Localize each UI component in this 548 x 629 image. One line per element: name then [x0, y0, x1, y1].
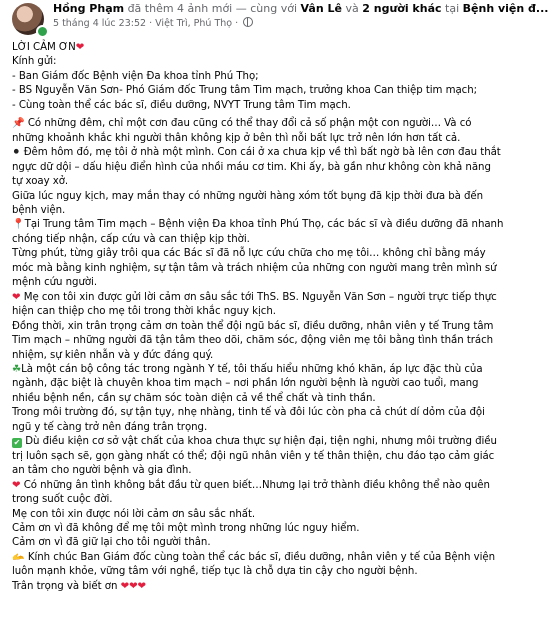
paragraph-2: ⚫ Đêm hôm đó, mẹ tôi ở nhà một mình. Con cái ở xa chưa kịp về thì bất ngờ bà lên cơn đau thắt ngực dữ dội – dấu hiệu điển hình của nhồi máu cơ tim. Khi ấy, bà gần như không còn khả năng tự xoay xở.	[12, 147, 501, 188]
paragraph-10: ✔ Dù điều kiện cơ sở vật chất của khoa chưa thực sự hiện đại, tiện nghi, nhưng môi trường điều trị luôn sạch sẽ, gọn gàng nhất có thể; đội ngũ nhân viên y tế thân thiện, chu đáo tạo cảm giác an tâm cho người bệnh và gia đình.	[12, 436, 497, 477]
post-header-line	[53, 2, 548, 16]
globe-icon	[243, 17, 253, 27]
tagged-person[interactable]: Vân Lê	[300, 2, 342, 15]
heart-icons: ❤❤❤	[120, 580, 147, 592]
recipient-3: - Cùng toàn thể các bác sĩ, điều dưỡng, NVYT Trung tâm Tim mạch.	[12, 99, 351, 111]
checkin-place[interactable]: Bệnh viện đ...	[462, 2, 548, 15]
paragraph-1: 📌 Có những đêm, chỉ một cơn đau cũng có thể thay đổi cả số phận một con người… Và có những khoảnh khắc khi người thân không kịp ở bên thì nỗi bất lực trở nên lớn hơn tất cả.	[12, 118, 472, 144]
meta-separator: ·	[235, 18, 242, 29]
at-text: tại	[445, 2, 460, 15]
paragraph-4: 📍Tại Trung tâm Tim mạch – Bệnh viện Đa khoa tỉnh Phú Thọ, các bác sĩ và điều dưỡng đã nhanh chóng tiếp nhận, cấp cứu và can thiệp kịp thời.	[12, 219, 504, 245]
heart-icon: ❤	[12, 479, 21, 491]
post-body	[12, 41, 504, 594]
post-header	[12, 0, 548, 38]
meta-separator: ·	[149, 18, 156, 29]
paragraph-13: Cảm ơn vì đã không để mẹ tôi một mình trong những lúc nguy hiểm.	[12, 522, 360, 534]
paragraph-5: Từng phút, từng giây trôi qua các Bác sĩ đã nỗ lực cứu chữa cho mẹ tôi… không chỉ bằng máy móc mà bằng kinh nghiệm, sự tận tâm và trách nhiệm của những con người mang trên mình sứ mệnh cứu người.	[12, 248, 497, 289]
shamrock-icon: ☘	[12, 363, 22, 375]
post-meta	[53, 17, 253, 30]
closing-line: Trân trọng và biết ơn ❤❤❤	[12, 580, 147, 592]
and-text: và	[345, 2, 359, 15]
paragraph-8: ☘Là một cán bộ công tác trong ngành Y tế, tôi thấu hiểu những khó khăn, áp lực đặc thù của ngành, đặc biệt là chuyên khoa tim mạch – nơi phần lớn người bệnh là người cao tuổi, mang nhiều bệnh nền, cần sự chăm sóc toàn diện cả về thể chất và tinh thần.	[12, 363, 483, 404]
check-mark-icon: ✔	[13, 438, 21, 448]
online-status-dot	[36, 25, 49, 38]
recipient-1: - Ban Giám đốc Bệnh viện Đa khoa tỉnh Phú Thọ;	[12, 70, 259, 82]
post-location[interactable]: Việt Trì, Phú Thọ	[155, 18, 233, 29]
post-title: LỜI CẢM ƠN❤	[12, 42, 85, 53]
post-timestamp[interactable]: 5 tháng 4 lúc 23:52	[53, 18, 147, 29]
heart-icon: ❤	[12, 291, 21, 303]
salutation: Kính gửi:	[12, 56, 57, 68]
paragraph-6: ❤ Mẹ con tôi xin được gửi lời cảm ơn sâu sắc tới ThS. BS. Nguyễn Văn Sơn – người trực tiếp thực hiện can thiệp cho mẹ tôi trong thời khắc nguy kịch.	[12, 291, 497, 318]
palm-up-hand-icon: 🫴	[12, 551, 25, 563]
post-action: đã thêm 4 ảnh mới	[127, 2, 233, 15]
heart-icon: ❤	[75, 42, 85, 53]
black-circle-icon: ⚫	[12, 147, 21, 159]
author-name[interactable]: Hồng Phạm	[53, 2, 125, 15]
paragraph-3: Giữa lúc nguy kịch, may mắn thay có những người hàng xóm tốt bụng đã kịp thời đưa bà đến bệnh viện.	[12, 190, 484, 216]
with-prefix: — cùng với	[235, 2, 298, 15]
recipient-2: - BS Nguyễn Văn Sơn- Phó Giám đốc Trung tâm Tim mạch, trưởng khoa Can thiệp tim mạch;	[12, 85, 478, 97]
pushpin-icon: 📌	[12, 118, 25, 130]
paragraph-12: Mẹ con tôi xin được nói lời cảm ơn sâu sắc nhất.	[12, 508, 256, 520]
paragraph-7: Đồng thời, xin trân trọng cảm ơn toàn thể đội ngũ bác sĩ, điều dưỡng, nhân viên y tế Trung tâm Tim mạch – những người đã tận tâm theo dõi, chăm sóc, động viên mẹ tôi bằng tình thần trách nhiệm, sự kiên nhẫn và y đức đáng quý.	[12, 320, 494, 361]
paragraph-15: 🫴 Kính chúc Ban Giám đốc cùng toàn thể các bác sĩ, điều dưỡng, nhân viên y tế của Bệnh viện luôn mạnh khỏe, vững tâm với nghề, tiếp tục là chỗ dựa tin cậy cho người bệnh.	[12, 551, 495, 578]
paragraph-14: Cảm ơn vì đã giữ lại cho tôi người thân.	[12, 537, 211, 549]
round-pushpin-icon: 📍	[12, 219, 25, 231]
tagged-others[interactable]: 2 người khác	[362, 2, 442, 15]
paragraph-11: ❤ Có những ân tình không bắt đầu từ quen biết…Nhưng lại trở thành điều không thể nào quên trong suốt cuộc đời.	[12, 479, 490, 506]
paragraph-9: Trong môi trường đó, sự tận tụy, nhẹ nhàng, tinh tế và đôi lúc còn pha cả chút dí dỏm của đội ngũ y tế càng trở nên đáng trân trọng.	[12, 407, 485, 433]
